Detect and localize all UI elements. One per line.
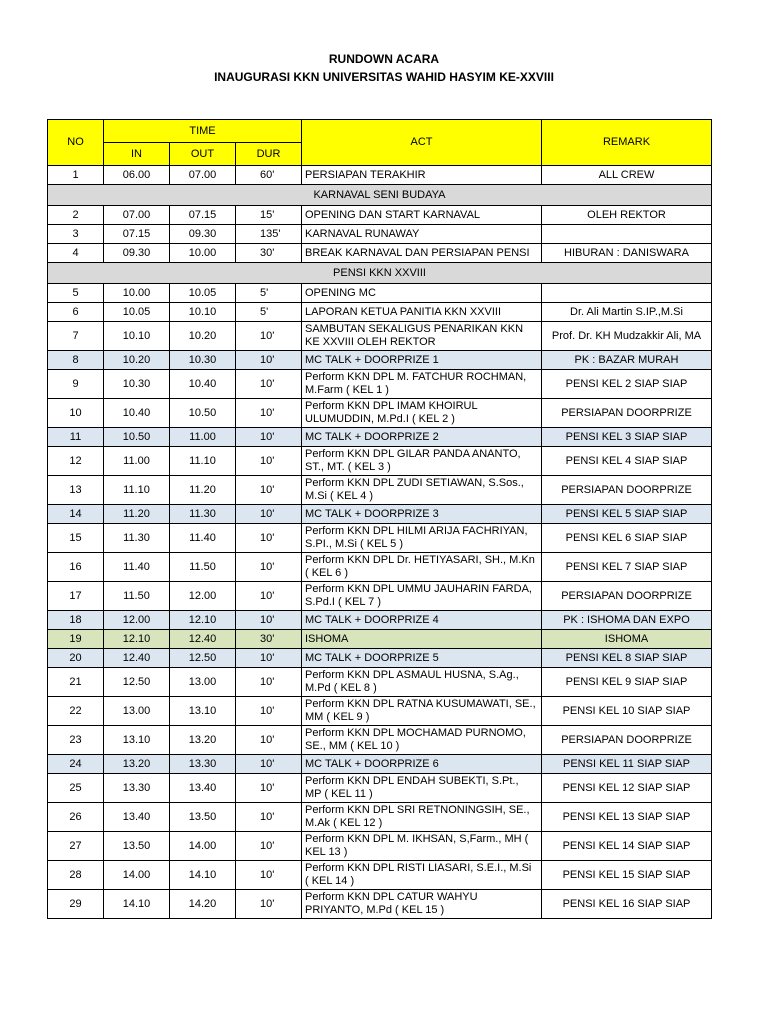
cell-dur: 60' bbox=[236, 166, 302, 185]
cell-act: MC TALK + DOORPRIZE 5 bbox=[302, 649, 542, 668]
cell-dur: 10' bbox=[236, 668, 302, 697]
cell-in: 07.00 bbox=[104, 206, 170, 225]
cell-out: 14.20 bbox=[170, 890, 236, 919]
cell-out: 14.00 bbox=[170, 832, 236, 861]
cell-in: 14.00 bbox=[104, 861, 170, 890]
cell-remark: OLEH REKTOR bbox=[542, 206, 712, 225]
cell-dur: 135' bbox=[236, 225, 302, 244]
cell-act: Perform KKN DPL RATNA KUSUMAWATI, SE., MM ( KEL 9 ) bbox=[302, 697, 542, 726]
cell-dur: 10' bbox=[236, 399, 302, 428]
cell-in: 13.10 bbox=[104, 726, 170, 755]
cell-out: 13.40 bbox=[170, 774, 236, 803]
cell-remark: PENSI KEL 2 SIAP SIAP bbox=[542, 370, 712, 399]
cell-dur: 10' bbox=[236, 611, 302, 630]
cell-dur: 10' bbox=[236, 697, 302, 726]
cell-no: 15 bbox=[48, 524, 104, 553]
document-title: RUNDOWN ACARA bbox=[328, 52, 440, 66]
table-row bbox=[48, 476, 712, 505]
cell-no: 3 bbox=[48, 225, 104, 244]
cell-dur: 10' bbox=[236, 861, 302, 890]
cell-in: 10.00 bbox=[104, 284, 170, 303]
cell-act: Perform KKN DPL ZUDI SETIAWAN, S.Sos., M.Si ( KEL 4 ) bbox=[302, 476, 542, 505]
cell-no: 9 bbox=[48, 370, 104, 399]
cell-in: 13.30 bbox=[104, 774, 170, 803]
cell-remark: PENSI KEL 4 SIAP SIAP bbox=[542, 447, 712, 476]
table-row bbox=[48, 630, 712, 649]
cell-no: 10 bbox=[48, 399, 104, 428]
cell-dur: 30' bbox=[236, 244, 302, 263]
cell-dur: 10' bbox=[236, 832, 302, 861]
cell-out: 07.15 bbox=[170, 206, 236, 225]
cell-act: SAMBUTAN SEKALIGUS PENARIKAN KKN KE XXVIII OLEH REKTOR bbox=[302, 322, 542, 351]
cell-act: BREAK KARNAVAL DAN PERSIAPAN PENSI bbox=[302, 244, 542, 263]
cell-out: 13.50 bbox=[170, 803, 236, 832]
cell-out: 13.30 bbox=[170, 755, 236, 774]
cell-remark: PENSI KEL 7 SIAP SIAP bbox=[542, 553, 712, 582]
table-row bbox=[48, 649, 712, 668]
cell-dur: 10' bbox=[236, 803, 302, 832]
cell-remark bbox=[542, 225, 712, 244]
cell-in: 11.00 bbox=[104, 447, 170, 476]
cell-in: 07.15 bbox=[104, 225, 170, 244]
cell-dur: 10' bbox=[236, 553, 302, 582]
table-row bbox=[48, 284, 712, 303]
cell-dur: 5' bbox=[236, 284, 302, 303]
cell-no: 2 bbox=[48, 206, 104, 225]
table-row bbox=[48, 861, 712, 890]
cell-act: Perform KKN DPL M. FATCHUR ROCHMAN, M.Farm ( KEL 1 ) bbox=[302, 370, 542, 399]
table-row bbox=[48, 774, 712, 803]
cell-act: PERSIAPAN TERAKHIR bbox=[302, 166, 542, 185]
cell-out: 11.10 bbox=[170, 447, 236, 476]
header-no: NO bbox=[48, 120, 104, 166]
cell-remark: PENSI KEL 10 SIAP SIAP bbox=[542, 697, 712, 726]
cell-no: 14 bbox=[48, 505, 104, 524]
cell-in: 12.00 bbox=[104, 611, 170, 630]
cell-no: 7 bbox=[48, 322, 104, 351]
cell-remark: PERSIAPAN DOORPRIZE bbox=[542, 399, 712, 428]
cell-in: 11.40 bbox=[104, 553, 170, 582]
cell-out: 11.40 bbox=[170, 524, 236, 553]
cell-dur: 10' bbox=[236, 582, 302, 611]
cell-act: Perform KKN DPL ENDAH SUBEKTI, S.Pt., MP ( KEL 11 ) bbox=[302, 774, 542, 803]
cell-out: 10.10 bbox=[170, 303, 236, 322]
cell-remark: PENSI KEL 15 SIAP SIAP bbox=[542, 861, 712, 890]
cell-remark bbox=[542, 284, 712, 303]
cell-no: 12 bbox=[48, 447, 104, 476]
cell-remark: PERSIAPAN DOORPRIZE bbox=[542, 726, 712, 755]
cell-dur: 10' bbox=[236, 351, 302, 370]
cell-remark: PK : ISHOMA DAN EXPO bbox=[542, 611, 712, 630]
cell-dur: 30' bbox=[236, 630, 302, 649]
table-row bbox=[48, 399, 712, 428]
cell-no: 6 bbox=[48, 303, 104, 322]
table-body bbox=[48, 166, 712, 919]
cell-out: 10.50 bbox=[170, 399, 236, 428]
cell-remark: PENSI KEL 9 SIAP SIAP bbox=[542, 668, 712, 697]
cell-act: OPENING MC bbox=[302, 284, 542, 303]
table-row bbox=[48, 351, 712, 370]
cell-out: 10.20 bbox=[170, 322, 236, 351]
cell-no: 17 bbox=[48, 582, 104, 611]
cell-act: Perform KKN DPL GILAR PANDA ANANTO, ST., MT. ( KEL 3 ) bbox=[302, 447, 542, 476]
cell-remark: PENSI KEL 8 SIAP SIAP bbox=[542, 649, 712, 668]
cell-no: 26 bbox=[48, 803, 104, 832]
cell-in: 10.20 bbox=[104, 351, 170, 370]
cell-act: Perform KKN DPL SRI RETNONINGSIH, SE., M.Ak ( KEL 12 ) bbox=[302, 803, 542, 832]
cell-dur: 10' bbox=[236, 370, 302, 399]
cell-out: 09.30 bbox=[170, 225, 236, 244]
cell-no: 23 bbox=[48, 726, 104, 755]
cell-remark: PENSI KEL 3 SIAP SIAP bbox=[542, 428, 712, 447]
cell-remark: PENSI KEL 11 SIAP SIAP bbox=[542, 755, 712, 774]
cell-out: 13.10 bbox=[170, 697, 236, 726]
cell-remark: ISHOMA bbox=[542, 630, 712, 649]
header-in: IN bbox=[104, 143, 170, 166]
table-row bbox=[48, 803, 712, 832]
cell-out: 13.20 bbox=[170, 726, 236, 755]
table-row bbox=[48, 726, 712, 755]
cell-out: 11.50 bbox=[170, 553, 236, 582]
cell-act: Perform KKN DPL RISTI LIASARI, S.E.I., M.Si ( KEL 14 ) bbox=[302, 861, 542, 890]
cell-in: 10.50 bbox=[104, 428, 170, 447]
cell-act: ISHOMA bbox=[302, 630, 542, 649]
cell-remark: PENSI KEL 6 SIAP SIAP bbox=[542, 524, 712, 553]
table-row bbox=[48, 832, 712, 861]
cell-no: 8 bbox=[48, 351, 104, 370]
cell-remark: PENSI KEL 14 SIAP SIAP bbox=[542, 832, 712, 861]
cell-no: 5 bbox=[48, 284, 104, 303]
cell-dur: 15' bbox=[236, 206, 302, 225]
table-row bbox=[48, 370, 712, 399]
cell-in: 13.50 bbox=[104, 832, 170, 861]
cell-act: MC TALK + DOORPRIZE 6 bbox=[302, 755, 542, 774]
cell-out: 13.00 bbox=[170, 668, 236, 697]
table-row bbox=[48, 582, 712, 611]
cell-in: 13.40 bbox=[104, 803, 170, 832]
cell-no: 22 bbox=[48, 697, 104, 726]
cell-act: Perform KKN DPL Dr. HETIYASARI, SH., M.Kn ( KEL 6 ) bbox=[302, 553, 542, 582]
cell-dur: 10' bbox=[236, 755, 302, 774]
cell-act: Perform KKN DPL MOCHAMAD PURNOMO, SE., MM ( KEL 10 ) bbox=[302, 726, 542, 755]
cell-in: 14.10 bbox=[104, 890, 170, 919]
cell-act: Perform KKN DPL UMMU JAUHARIN FARDA, S.Pd.I ( KEL 7 ) bbox=[302, 582, 542, 611]
cell-out: 11.00 bbox=[170, 428, 236, 447]
header-act: ACT bbox=[302, 120, 542, 166]
cell-no: 20 bbox=[48, 649, 104, 668]
cell-out: 14.10 bbox=[170, 861, 236, 890]
cell-out: 11.20 bbox=[170, 476, 236, 505]
cell-no: 16 bbox=[48, 553, 104, 582]
section-label: KARNAVAL SENI BUDAYA bbox=[48, 185, 712, 206]
cell-no: 27 bbox=[48, 832, 104, 861]
table-row bbox=[48, 611, 712, 630]
cell-act: MC TALK + DOORPRIZE 3 bbox=[302, 505, 542, 524]
cell-in: 10.10 bbox=[104, 322, 170, 351]
cell-out: 10.05 bbox=[170, 284, 236, 303]
cell-no: 18 bbox=[48, 611, 104, 630]
cell-out: 10.30 bbox=[170, 351, 236, 370]
section-row bbox=[48, 263, 712, 284]
table-row bbox=[48, 244, 712, 263]
cell-in: 10.05 bbox=[104, 303, 170, 322]
table-row bbox=[48, 225, 712, 244]
table-row bbox=[48, 668, 712, 697]
cell-remark: PERSIAPAN DOORPRIZE bbox=[542, 582, 712, 611]
cell-act: Perform KKN DPL ASMAUL HUSNA, S.Ag., M.Pd ( KEL 8 ) bbox=[302, 668, 542, 697]
cell-in: 12.50 bbox=[104, 668, 170, 697]
table-row bbox=[48, 697, 712, 726]
cell-no: 25 bbox=[48, 774, 104, 803]
header-time: TIME bbox=[104, 120, 302, 143]
table-row bbox=[48, 206, 712, 225]
header-out: OUT bbox=[170, 143, 236, 166]
cell-act: MC TALK + DOORPRIZE 4 bbox=[302, 611, 542, 630]
table-row bbox=[48, 166, 712, 185]
cell-dur: 10' bbox=[236, 447, 302, 476]
cell-in: 06.00 bbox=[104, 166, 170, 185]
cell-act: Perform KKN DPL HILMI ARIJA FACHRIYAN, S.PI., M.Si ( KEL 5 ) bbox=[302, 524, 542, 553]
cell-in: 11.10 bbox=[104, 476, 170, 505]
table-row bbox=[48, 447, 712, 476]
cell-remark: PENSI KEL 13 SIAP SIAP bbox=[542, 803, 712, 832]
cell-no: 13 bbox=[48, 476, 104, 505]
cell-dur: 10' bbox=[236, 774, 302, 803]
cell-act: MC TALK + DOORPRIZE 1 bbox=[302, 351, 542, 370]
cell-in: 11.30 bbox=[104, 524, 170, 553]
cell-in: 11.20 bbox=[104, 505, 170, 524]
cell-no: 4 bbox=[48, 244, 104, 263]
cell-act: LAPORAN KETUA PANITIA KKN XXVIII bbox=[302, 303, 542, 322]
table-row bbox=[48, 524, 712, 553]
cell-remark: ALL CREW bbox=[542, 166, 712, 185]
cell-no: 29 bbox=[48, 890, 104, 919]
cell-out: 12.10 bbox=[170, 611, 236, 630]
rundown-table bbox=[47, 119, 712, 919]
document-header bbox=[0, 50, 768, 86]
cell-out: 12.50 bbox=[170, 649, 236, 668]
table-row bbox=[48, 303, 712, 322]
cell-no: 1 bbox=[48, 166, 104, 185]
cell-remark: PENSI KEL 12 SIAP SIAP bbox=[542, 774, 712, 803]
cell-remark: Dr. Ali Martin S.IP.,M.Si bbox=[542, 303, 712, 322]
table-row bbox=[48, 755, 712, 774]
cell-dur: 10' bbox=[236, 649, 302, 668]
cell-in: 13.20 bbox=[104, 755, 170, 774]
cell-no: 24 bbox=[48, 755, 104, 774]
table-header bbox=[48, 120, 712, 166]
cell-act: MC TALK + DOORPRIZE 2 bbox=[302, 428, 542, 447]
cell-out: 07.00 bbox=[170, 166, 236, 185]
cell-act: Perform KKN DPL IMAM KHOIRUL ULUMUDDIN, M.Pd.I ( KEL 2 ) bbox=[302, 399, 542, 428]
cell-dur: 10' bbox=[236, 476, 302, 505]
cell-dur: 5' bbox=[236, 303, 302, 322]
cell-remark: PK : BAZAR MURAH bbox=[542, 351, 712, 370]
cell-out: 12.00 bbox=[170, 582, 236, 611]
cell-in: 12.10 bbox=[104, 630, 170, 649]
cell-dur: 10' bbox=[236, 524, 302, 553]
section-row bbox=[48, 185, 712, 206]
cell-in: 13.00 bbox=[104, 697, 170, 726]
cell-in: 09.30 bbox=[104, 244, 170, 263]
cell-remark: PENSI KEL 16 SIAP SIAP bbox=[542, 890, 712, 919]
cell-remark: Prof. Dr. KH Mudzakkir Ali, MA bbox=[542, 322, 712, 351]
cell-no: 11 bbox=[48, 428, 104, 447]
cell-dur: 10' bbox=[236, 428, 302, 447]
cell-in: 11.50 bbox=[104, 582, 170, 611]
cell-out: 10.40 bbox=[170, 370, 236, 399]
cell-no: 19 bbox=[48, 630, 104, 649]
table-row bbox=[48, 890, 712, 919]
cell-remark: PERSIAPAN DOORPRIZE bbox=[542, 476, 712, 505]
header-remark: REMARK bbox=[542, 120, 712, 166]
cell-act: Perform KKN DPL CATUR WAHYU PRIYANTO, M.Pd ( KEL 15 ) bbox=[302, 890, 542, 919]
cell-dur: 10' bbox=[236, 890, 302, 919]
cell-out: 11.30 bbox=[170, 505, 236, 524]
cell-act: OPENING DAN START KARNAVAL bbox=[302, 206, 542, 225]
document-subtitle: INAUGURASI KKN UNIVERSITAS WAHID HASYIM KE-XXVIII bbox=[214, 70, 554, 84]
section-label: PENSI KKN XXVIII bbox=[48, 263, 712, 284]
cell-dur: 10' bbox=[236, 322, 302, 351]
table-row bbox=[48, 505, 712, 524]
header-dur: DUR bbox=[236, 143, 302, 166]
table-row bbox=[48, 553, 712, 582]
cell-in: 10.40 bbox=[104, 399, 170, 428]
cell-remark: PENSI KEL 5 SIAP SIAP bbox=[542, 505, 712, 524]
cell-dur: 10' bbox=[236, 726, 302, 755]
cell-in: 10.30 bbox=[104, 370, 170, 399]
cell-no: 28 bbox=[48, 861, 104, 890]
cell-act: Perform KKN DPL M. IKHSAN, S,Farm., MH ( KEL 13 ) bbox=[302, 832, 542, 861]
table-row bbox=[48, 428, 712, 447]
cell-in: 12.40 bbox=[104, 649, 170, 668]
cell-remark: HIBURAN : DANISWARA bbox=[542, 244, 712, 263]
cell-no: 21 bbox=[48, 668, 104, 697]
cell-out: 12.40 bbox=[170, 630, 236, 649]
table-row bbox=[48, 322, 712, 351]
cell-act: KARNAVAL RUNAWAY bbox=[302, 225, 542, 244]
cell-out: 10.00 bbox=[170, 244, 236, 263]
cell-dur: 10' bbox=[236, 505, 302, 524]
